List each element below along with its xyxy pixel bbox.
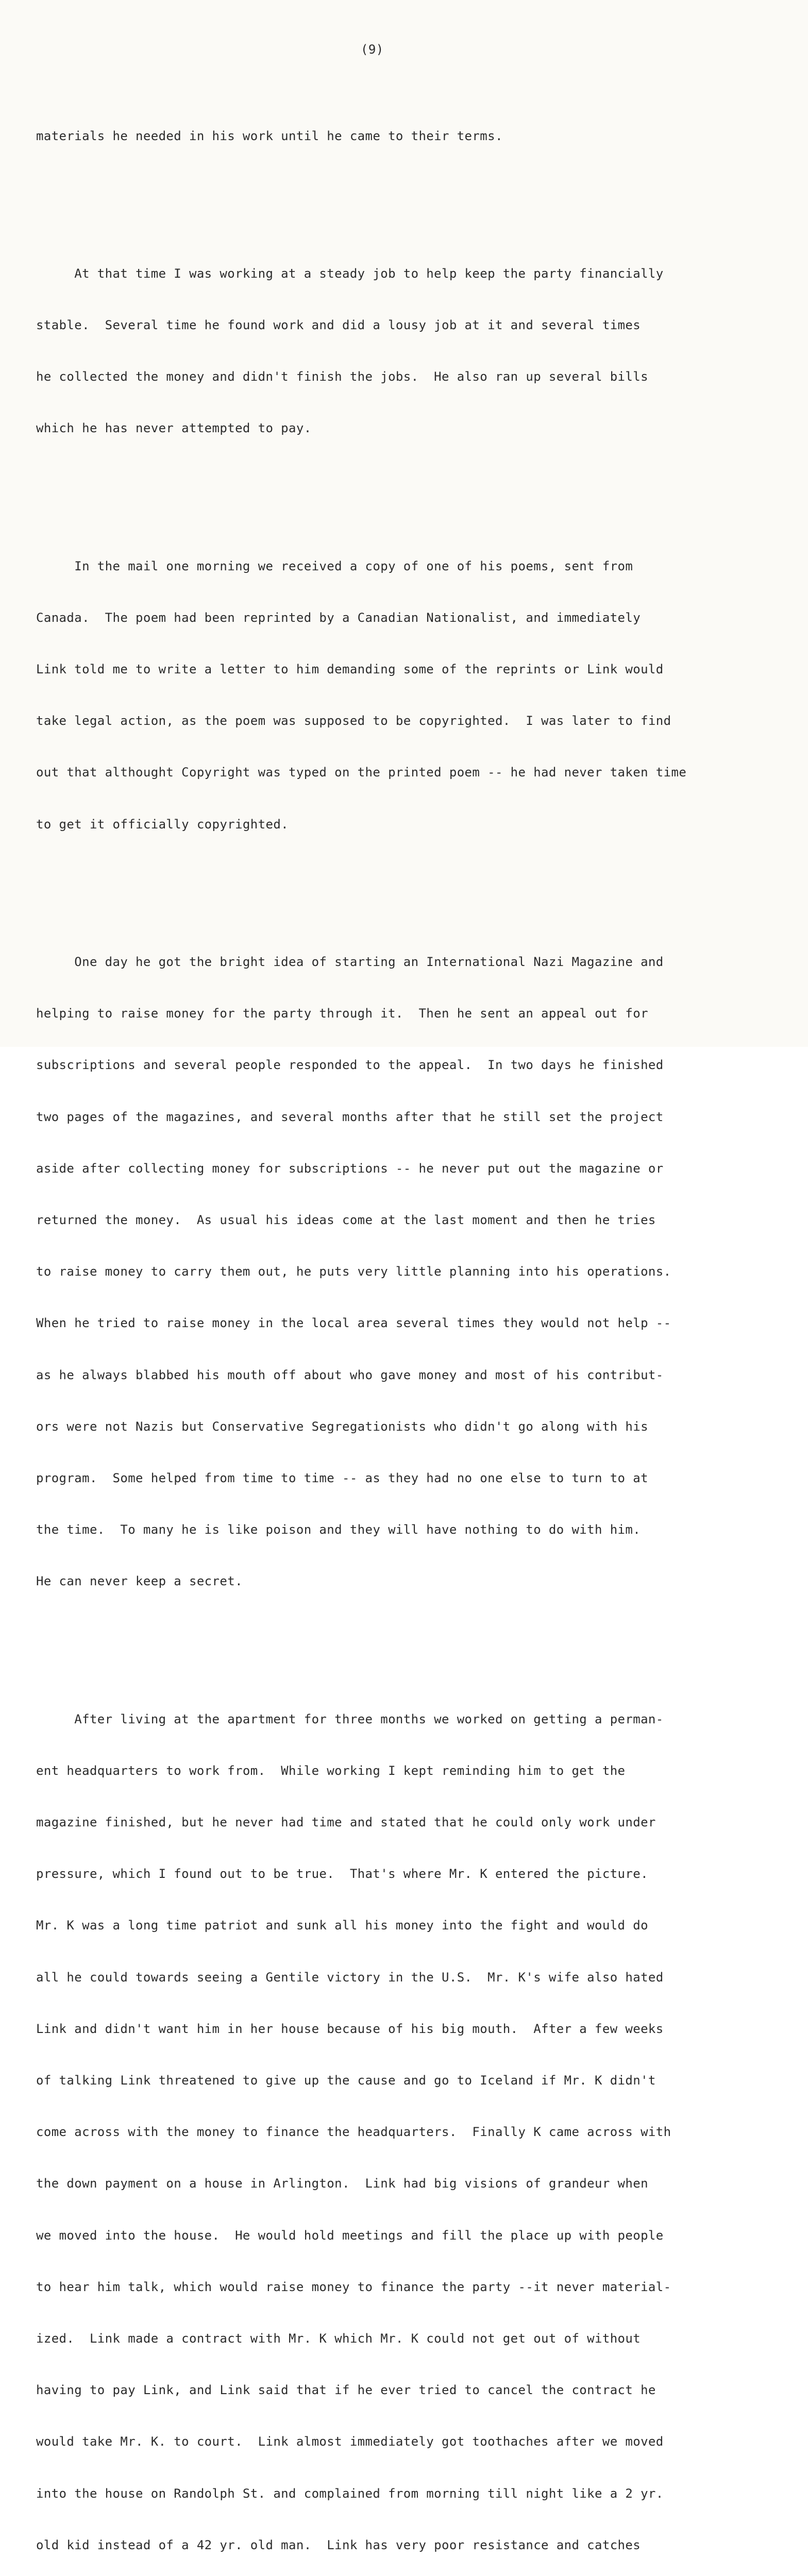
text-line: as he always blabbed his mouth off about who gave money and most of his contribut- xyxy=(36,1367,664,1382)
text-line: After living at the apartment for three months we worked on getting a perman- xyxy=(36,1711,664,1726)
text-line: into the house on Randolph St. and complained from morning till night like a 2 yr. xyxy=(36,2486,664,2501)
text-line: program. Some helped from time to time -- as they had no one else to turn to at xyxy=(36,1470,648,1485)
text-line: come across with the money to finance the headquarters. Finally K came across with xyxy=(36,2125,671,2140)
text-line: Canada. The poem had been reprinted by a Canadian Nationalist, and immediately xyxy=(36,610,641,625)
text-line: Link told me to write a letter to him demanding some of the reprints or Link would xyxy=(36,662,664,677)
text-line: all he could towards seeing a Gentile victory in the U.S. Mr. K's wife also hated xyxy=(36,1970,664,1985)
text-line: Mr. K was a long time patriot and sunk all his money into the fight and would do xyxy=(36,1918,648,1933)
text-line: aside after collecting money for subscriptions -- he never put out the magazine or xyxy=(36,1161,664,1176)
text-line: Link and didn't want him in her house because of his big mouth. After a few weeks xyxy=(36,2021,664,2036)
text-line: to hear him talk, which would raise money to finance the party --it never material- xyxy=(36,2279,671,2294)
text-line: stable. Several time he found work and did a lousy job at it and several times xyxy=(36,318,641,333)
text-line: old kid instead of a 42 yr. old man. Link has very poor resistance and catches xyxy=(36,2537,641,2552)
text-line: In the mail one morning we received a copy of one of his poems, sent from xyxy=(36,558,633,573)
text-line: to get it officially copyrighted. xyxy=(36,817,289,832)
text-line: he collected the money and didn't finish the jobs. He also ran up several bills xyxy=(36,369,648,384)
text-line: the time. To many he is like poison and they will have nothing to do with him. xyxy=(36,1522,641,1537)
paragraph-4 xyxy=(36,919,686,1624)
text-line: One day he got the bright idea of starting an International Nazi Magazine and xyxy=(36,954,664,969)
text-line: He can never keep a secret. xyxy=(36,1574,243,1589)
paragraph-3 xyxy=(36,523,686,868)
text-line: ent headquarters to work from. While working I kept reminding him to get the xyxy=(36,1763,626,1778)
text-line: returned the money. As usual his ideas come at the last moment and then he tries xyxy=(36,1212,656,1227)
text-line: When he tried to raise money in the local area several times they would not help -- xyxy=(36,1316,671,1331)
paragraph-1 xyxy=(36,93,686,179)
text-line: we moved into the house. He would hold meetings and fill the place up with people xyxy=(36,2228,664,2243)
text-line: two pages of the magazines, and several months after that he still set the project xyxy=(36,1109,664,1124)
text-line: take legal action, as the poem was supposed to be copyrighted. I was later to find xyxy=(36,714,671,728)
text-line: subscriptions and several people responded to the appeal. In two days he finished xyxy=(36,1058,664,1073)
document-body xyxy=(36,59,686,2576)
text-line: to raise money to carry them out, he puts very little planning into his operations. xyxy=(36,1264,671,1279)
text-line: pressure, which I found out to be true. That's where Mr. K entered the picture. xyxy=(36,1867,648,1882)
text-line: At that time I was working at a steady job to help keep the party financially xyxy=(36,266,664,281)
text-line: magazine finished, but he never had time and stated that he could only work under xyxy=(36,1815,656,1829)
paragraph-2 xyxy=(36,231,686,472)
text-line: having to pay Link, and Link said that if he ever tried to cancel the contract he xyxy=(36,2383,656,2398)
text-line: helping to raise money for the party through it. Then he sent an appeal out for xyxy=(36,1006,648,1021)
text-line: ized. Link made a contract with Mr. K which Mr. K could not get out of without xyxy=(36,2331,641,2346)
text-line: of talking Link threatened to give up the cause and go to Iceland if Mr. K didn't xyxy=(36,2073,656,2088)
text-line: out that althought Copyright was typed on the printed poem -- he had never taken time xyxy=(36,765,687,780)
text-line: which he has never attempted to pay. xyxy=(36,421,312,436)
text-line: the down payment on a house in Arlington. Link had big visions of grandeur when xyxy=(36,2176,648,2191)
text-line: materials he needed in his work until he came to their terms. xyxy=(36,128,503,143)
paragraph-5 xyxy=(36,1676,686,2576)
text-line: ors were not Nazis but Conservative Segregationists who didn't go along with his xyxy=(36,1419,648,1434)
text-line: would take Mr. K. to court. Link almost immediately got toothaches after we moved xyxy=(36,2434,664,2449)
page-number: (9) xyxy=(361,42,384,57)
